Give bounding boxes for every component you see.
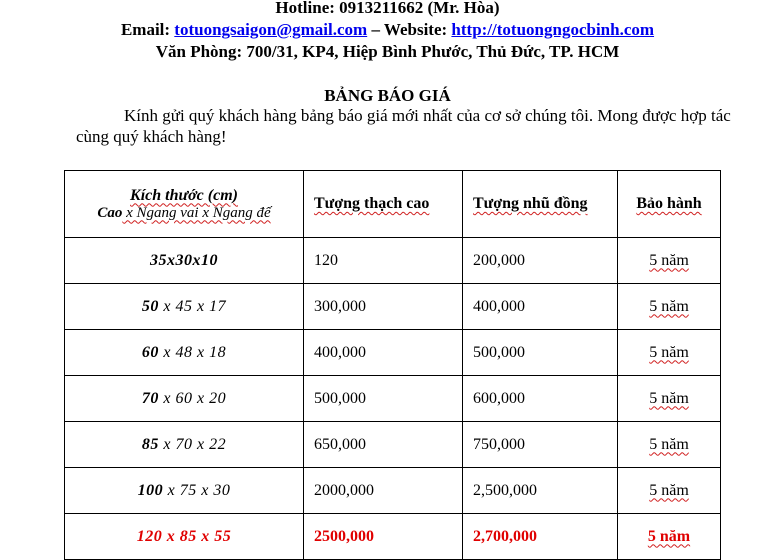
header-size-subtitle	[75, 205, 293, 222]
warranty-text: 5 năm	[649, 343, 689, 361]
size-height: 35x30x10	[150, 251, 218, 269]
intro-text: Kính gửi quý khách hàng bảng báo giá mới nhất của cơ sở chúng tôi. Mong được hợp tác cùng quý khách hàng!	[76, 106, 731, 146]
cell-size	[65, 514, 304, 560]
header-plaster	[304, 171, 463, 238]
header-warranty-label: Bảo hành	[636, 195, 702, 212]
table-row-highlight	[65, 514, 721, 560]
cell-bronze-price: 600,000	[463, 376, 618, 422]
size-rest: x 45 x 17	[158, 297, 227, 315]
table-row	[65, 330, 721, 376]
cell-size	[65, 330, 304, 376]
cell-size	[65, 468, 304, 514]
size-rest: x 70 x 22	[158, 435, 227, 453]
email-label: Email:	[120, 20, 171, 39]
table-row	[65, 468, 721, 514]
size-height: 100	[137, 481, 164, 499]
header-size	[65, 171, 304, 238]
cell-plaster-price: 300,000	[304, 284, 463, 330]
cell-warranty	[618, 422, 721, 468]
header-bronze-label: Tượng nhũ đồng	[473, 195, 588, 212]
header-warranty	[618, 171, 721, 238]
cell-warranty	[618, 376, 721, 422]
header-size-label: Kích thước (cm)	[130, 186, 238, 204]
warranty-text: 5 năm	[649, 481, 689, 499]
size-rest: x 60 x 20	[158, 389, 227, 407]
warranty-text: 5 năm	[647, 527, 691, 545]
office-address: Văn Phòng: 700/31, KP4, Hiệp Bình Phước, Thủ Đức, TP. HCM	[155, 42, 620, 61]
header-size-sub-bold: Cao	[97, 204, 123, 221]
cell-size	[65, 238, 304, 284]
cell-warranty	[618, 238, 721, 284]
cell-size	[65, 376, 304, 422]
header-size-sub-rest: x Ngang vai x Ngang đế	[122, 204, 271, 221]
cell-warranty	[618, 330, 721, 376]
cell-size	[65, 422, 304, 468]
size-rest: x 75 x 30	[163, 481, 231, 499]
table-row	[65, 422, 721, 468]
cell-plaster-price: 120	[304, 238, 463, 284]
size-height: 85	[141, 435, 159, 453]
cell-bronze-price: 2,500,000	[463, 468, 618, 514]
cell-bronze-price: 2,700,000	[463, 514, 618, 560]
table-row	[65, 238, 721, 284]
cell-size	[65, 284, 304, 330]
cell-bronze-price: 750,000	[463, 422, 618, 468]
cell-plaster-price: 2500,000	[304, 514, 463, 560]
cell-plaster-price: 400,000	[304, 330, 463, 376]
size-rest: x 48 x 18	[158, 343, 227, 361]
cell-warranty	[618, 284, 721, 330]
document-title: BẢNG BÁO GIÁ	[324, 86, 451, 105]
warranty-text: 5 năm	[649, 297, 689, 315]
hotline-label: Hotline:	[275, 0, 335, 17]
price-table	[64, 170, 721, 560]
cell-bronze-price: 500,000	[463, 330, 618, 376]
size-height: 60	[141, 343, 159, 361]
hotline-line	[0, 0, 775, 19]
warranty-text: 5 năm	[649, 251, 689, 269]
email-link[interactable]: totuongsaigon@gmail.com	[174, 20, 368, 39]
cell-plaster-price: 650,000	[304, 422, 463, 468]
table-row	[65, 284, 721, 330]
warranty-text: 5 năm	[649, 435, 689, 453]
size-height: 50	[141, 297, 159, 315]
header-bronze	[463, 171, 618, 238]
website-link[interactable]: http://totuongngocbinh.com	[451, 20, 655, 39]
website-separator: – Website:	[371, 20, 448, 39]
intro-paragraph	[76, 105, 746, 147]
address-line	[0, 41, 775, 63]
cell-warranty	[618, 468, 721, 514]
header-plaster-label: Tượng thạch cao	[314, 195, 430, 212]
table-header-row	[65, 171, 721, 238]
cell-warranty	[618, 514, 721, 560]
cell-bronze-price: 400,000	[463, 284, 618, 330]
cell-plaster-price: 2000,000	[304, 468, 463, 514]
cell-plaster-price: 500,000	[304, 376, 463, 422]
hotline-value: 0913211662 (Mr. Hòa)	[339, 0, 500, 17]
size-height: 70	[141, 389, 159, 407]
size-height: 120 x 85 x 55	[136, 527, 232, 545]
email-website-line	[0, 19, 775, 41]
warranty-text: 5 năm	[649, 389, 689, 407]
table-row	[65, 376, 721, 422]
cell-bronze-price: 200,000	[463, 238, 618, 284]
